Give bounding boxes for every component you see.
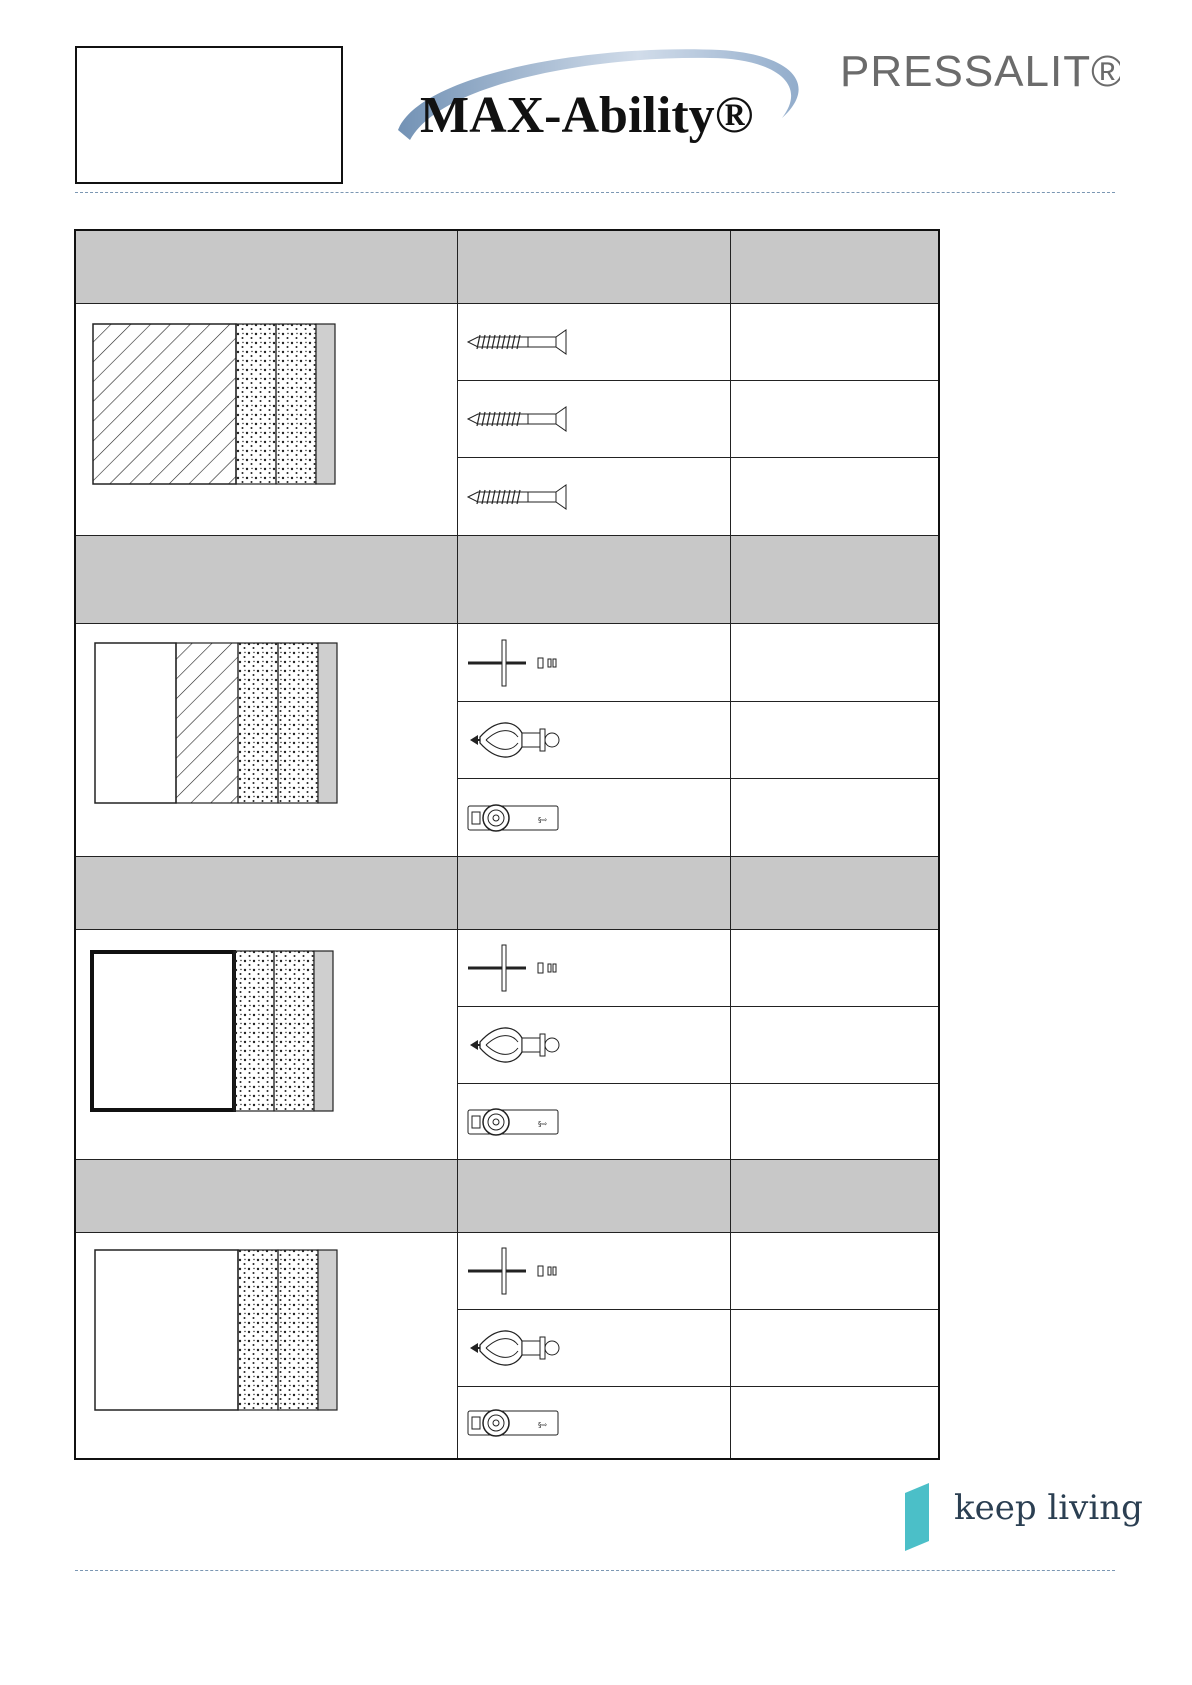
header-cell-fixing bbox=[458, 1160, 731, 1232]
fixing-cell bbox=[458, 930, 731, 1007]
svg-text:§⇨: §⇨ bbox=[538, 1120, 548, 1128]
wood-screw-icon bbox=[466, 404, 576, 434]
quantity-cell bbox=[731, 702, 938, 779]
section-header bbox=[76, 857, 938, 930]
wood-screw-icon bbox=[466, 482, 576, 512]
spring-toggle-icon bbox=[466, 943, 566, 993]
toggle-strap-icon bbox=[466, 1104, 566, 1140]
footer-divider bbox=[75, 1570, 1115, 1571]
wall-diagram-cell bbox=[76, 1233, 458, 1458]
fixing-table bbox=[74, 229, 940, 1460]
cavity-anchor-icon bbox=[466, 1020, 566, 1070]
cavity-anchor-icon bbox=[466, 715, 566, 765]
keep-living-tagline: keep living bbox=[954, 1488, 1143, 1528]
fixing-cell bbox=[458, 1387, 731, 1458]
quantity-cell bbox=[731, 1084, 938, 1160]
svg-text:§⇨: §⇨ bbox=[538, 816, 548, 824]
plain-cavity-wall-diagram bbox=[94, 1249, 338, 1411]
header-cell-fixing bbox=[458, 231, 731, 303]
quantity-cell bbox=[731, 1310, 938, 1387]
quantity-cell bbox=[731, 779, 938, 857]
fixing-cell bbox=[458, 1007, 731, 1084]
wall-diagram-cell bbox=[76, 624, 458, 856]
keep-living-brand-mark bbox=[903, 1483, 931, 1551]
toggle-strap-icon bbox=[466, 1405, 566, 1441]
fixing-cell bbox=[458, 779, 731, 857]
hollow-wall-with-board-diagram bbox=[94, 642, 338, 804]
header-cell-fixing bbox=[458, 536, 731, 623]
section-body bbox=[76, 1233, 938, 1458]
toggle-strap-icon bbox=[466, 800, 566, 836]
wood-screw-icon bbox=[466, 327, 576, 357]
cavity-anchor-icon bbox=[466, 1323, 566, 1373]
header-cell-fixing bbox=[458, 857, 731, 929]
quantity-cell bbox=[731, 458, 938, 536]
section-body bbox=[76, 624, 938, 857]
header-cell-wall bbox=[76, 857, 458, 929]
svg-text:§⇨: §⇨ bbox=[538, 1420, 548, 1429]
quantity-cell bbox=[731, 1387, 938, 1458]
solid-wall-with-tiles-diagram bbox=[92, 323, 336, 485]
fixing-cell bbox=[458, 381, 731, 458]
section-body bbox=[76, 930, 938, 1160]
fixing-cell bbox=[458, 624, 731, 702]
fixing-cell bbox=[458, 702, 731, 779]
wall-diagram-cell bbox=[76, 930, 458, 1159]
max-ability-wordmark: MAX-Ability® bbox=[420, 87, 754, 144]
pressalit-wordmark: PRESSALIT® bbox=[840, 48, 1120, 96]
section-header bbox=[76, 1160, 938, 1233]
header-cell-quantity bbox=[731, 231, 938, 303]
quantity-cell bbox=[731, 1233, 938, 1310]
fixing-cell bbox=[458, 1310, 731, 1387]
fixing-cell bbox=[458, 1084, 731, 1160]
header-cell-quantity bbox=[731, 536, 938, 623]
section-body bbox=[76, 304, 938, 536]
spring-toggle-icon bbox=[466, 1246, 566, 1296]
quantity-cell bbox=[731, 1007, 938, 1084]
wall-diagram-cell bbox=[76, 304, 458, 535]
pressalit-logo bbox=[840, 48, 1120, 96]
section-header bbox=[76, 536, 938, 624]
framed-hollow-wall-diagram bbox=[90, 950, 334, 1112]
header-cell-quantity bbox=[731, 857, 938, 929]
header-cell-wall bbox=[76, 536, 458, 623]
header-cell-wall bbox=[76, 1160, 458, 1232]
fixing-cell bbox=[458, 1233, 731, 1310]
header-divider bbox=[75, 192, 1115, 193]
quantity-cell bbox=[731, 304, 938, 381]
quantity-cell bbox=[731, 381, 938, 458]
quantity-cell bbox=[731, 624, 938, 702]
fixing-cell bbox=[458, 458, 731, 536]
fixing-cell bbox=[458, 304, 731, 381]
quantity-cell bbox=[731, 930, 938, 1007]
product-code-box bbox=[75, 46, 343, 184]
section-header bbox=[76, 231, 938, 304]
spring-toggle-icon bbox=[466, 638, 566, 688]
max-ability-logo bbox=[390, 44, 820, 162]
header-cell-wall bbox=[76, 231, 458, 303]
header-cell-quantity bbox=[731, 1160, 938, 1232]
